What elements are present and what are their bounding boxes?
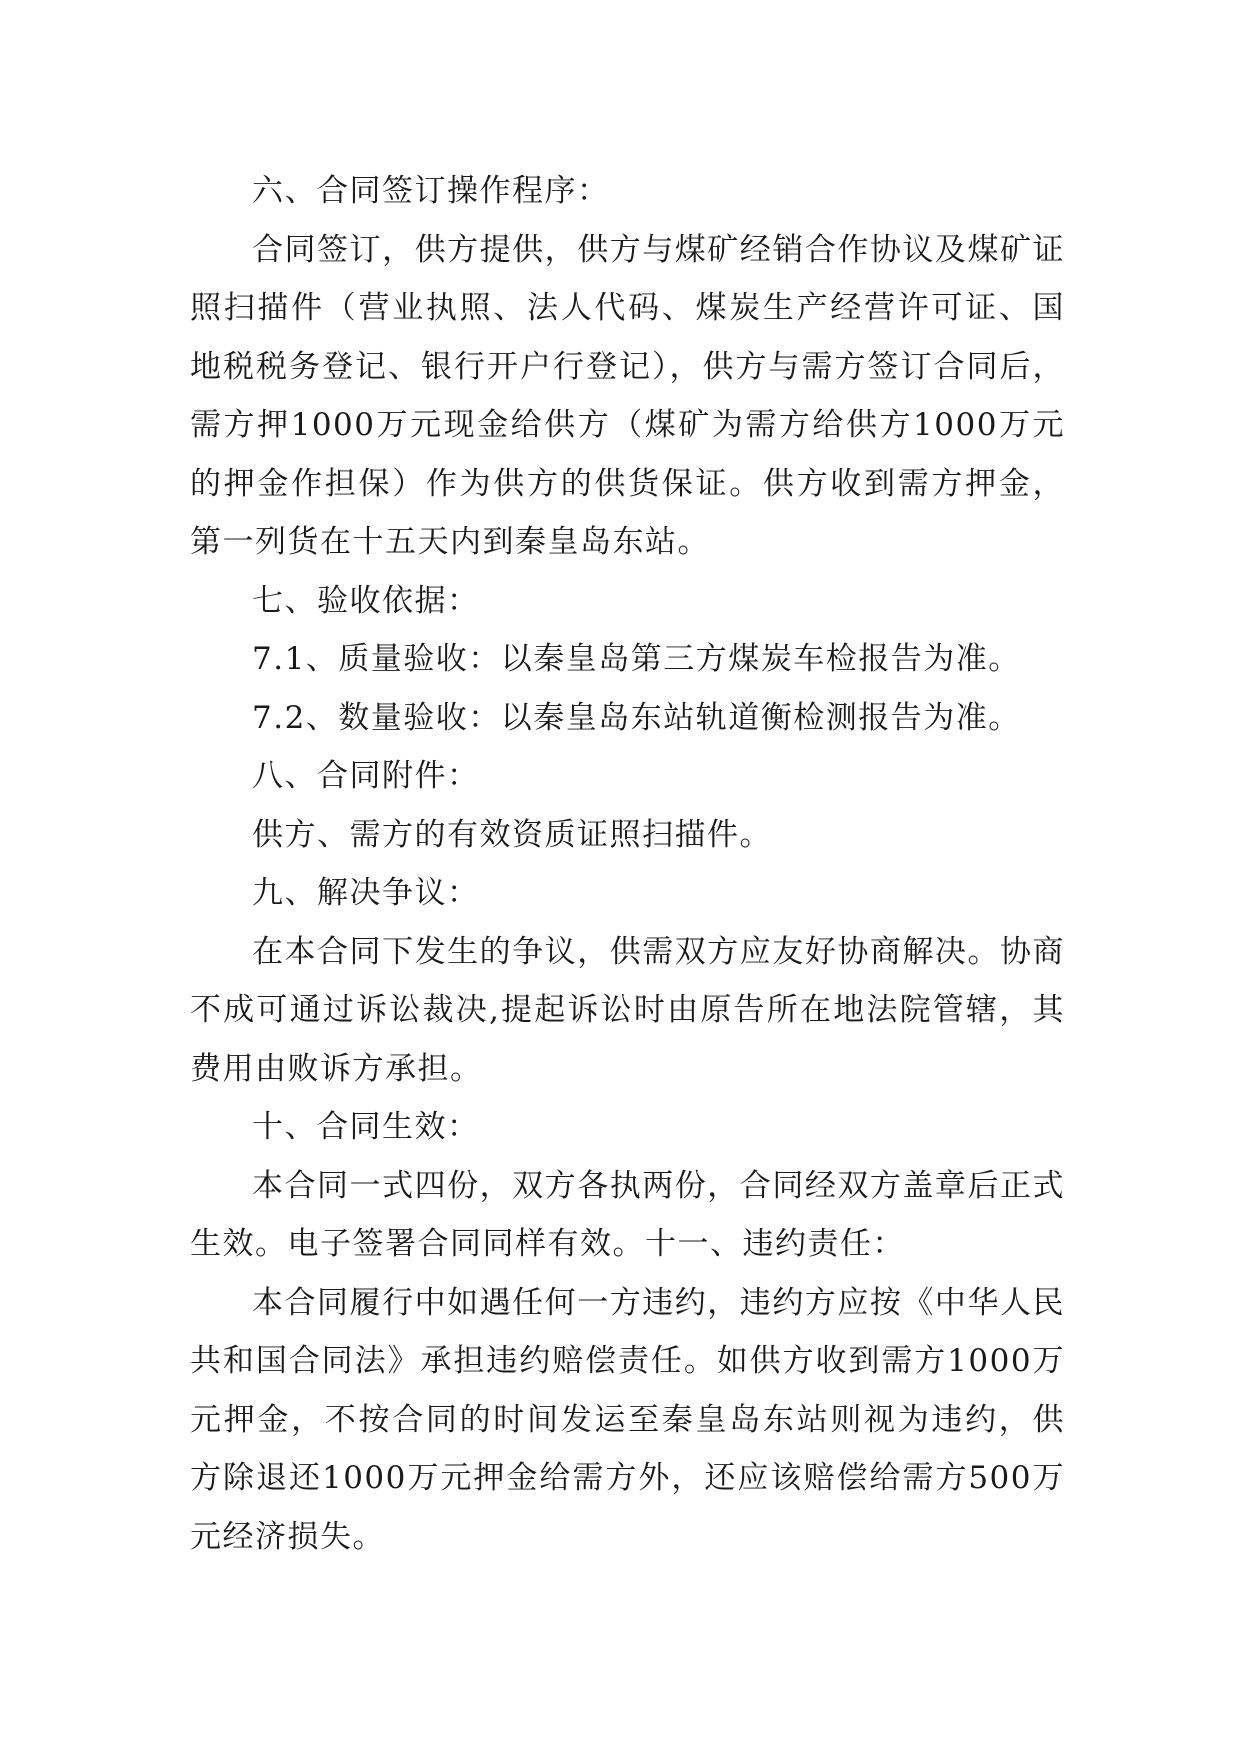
section-heading-6: 六、合同签订操作程序：	[252, 173, 610, 209]
paragraph-quantity-acceptance: 7.2、数量验收：以秦皇岛东站轨道衡检测报告为准。	[252, 699, 1021, 736]
paragraph-contract-effect: 本合同一式四份，双方各执两份，合同经双方盖章后正式生效。电子签署合同同样有效。十一、违约责任：	[190, 1167, 1065, 1262]
paragraph-quality-acceptance: 7.1、质量验收：以秦皇岛第三方煤炭车检报告为准。	[252, 641, 1021, 677]
section-heading-7: 七、验收依据：	[252, 582, 480, 619]
section-heading-9: 九、解决争议：	[252, 875, 480, 911]
paragraph-attachments: 供方、需方的有效资质证照扫描件。	[252, 816, 772, 853]
document-body	[190, 162, 1065, 1566]
section-heading-8: 八、合同附件：	[252, 758, 480, 794]
section-heading-10: 十、合同生效：	[252, 1109, 480, 1145]
paragraph-contract-signing: 合同签订，供方提供，供方与煤矿经销合作协议及煤矿证照扫描件（营业执照、法人代码、煤炭生产经营许可证、国地税税务登记、银行开户行登记），供方与需方签订合同后，需方押1000万元现金给供方（煤矿为需方给供方1000万元的押金作担保）作为供方的供货保证。供方收到需方押金，第一列货在十五天内到秦皇岛东站。	[190, 231, 1065, 560]
paragraph-dispute-resolution: 在本合同下发生的争议，供需双方应友好协商解决。协商不成可通过诉讼裁决,提起诉讼时由原告所在地法院管辖，其费用由败诉方承担。	[190, 933, 1065, 1087]
paragraph-breach-liability: 本合同履行中如遇任何一方违约，违约方应按《中华人民共和国合同法》承担违约赔偿责任。如供方收到需方1000万元押金，不按合同的时间发运至秦皇岛东站则视为违约，供方除退还1000万元押金给需方外，还应该赔偿给需方500万元经济损失。	[190, 1284, 1065, 1555]
